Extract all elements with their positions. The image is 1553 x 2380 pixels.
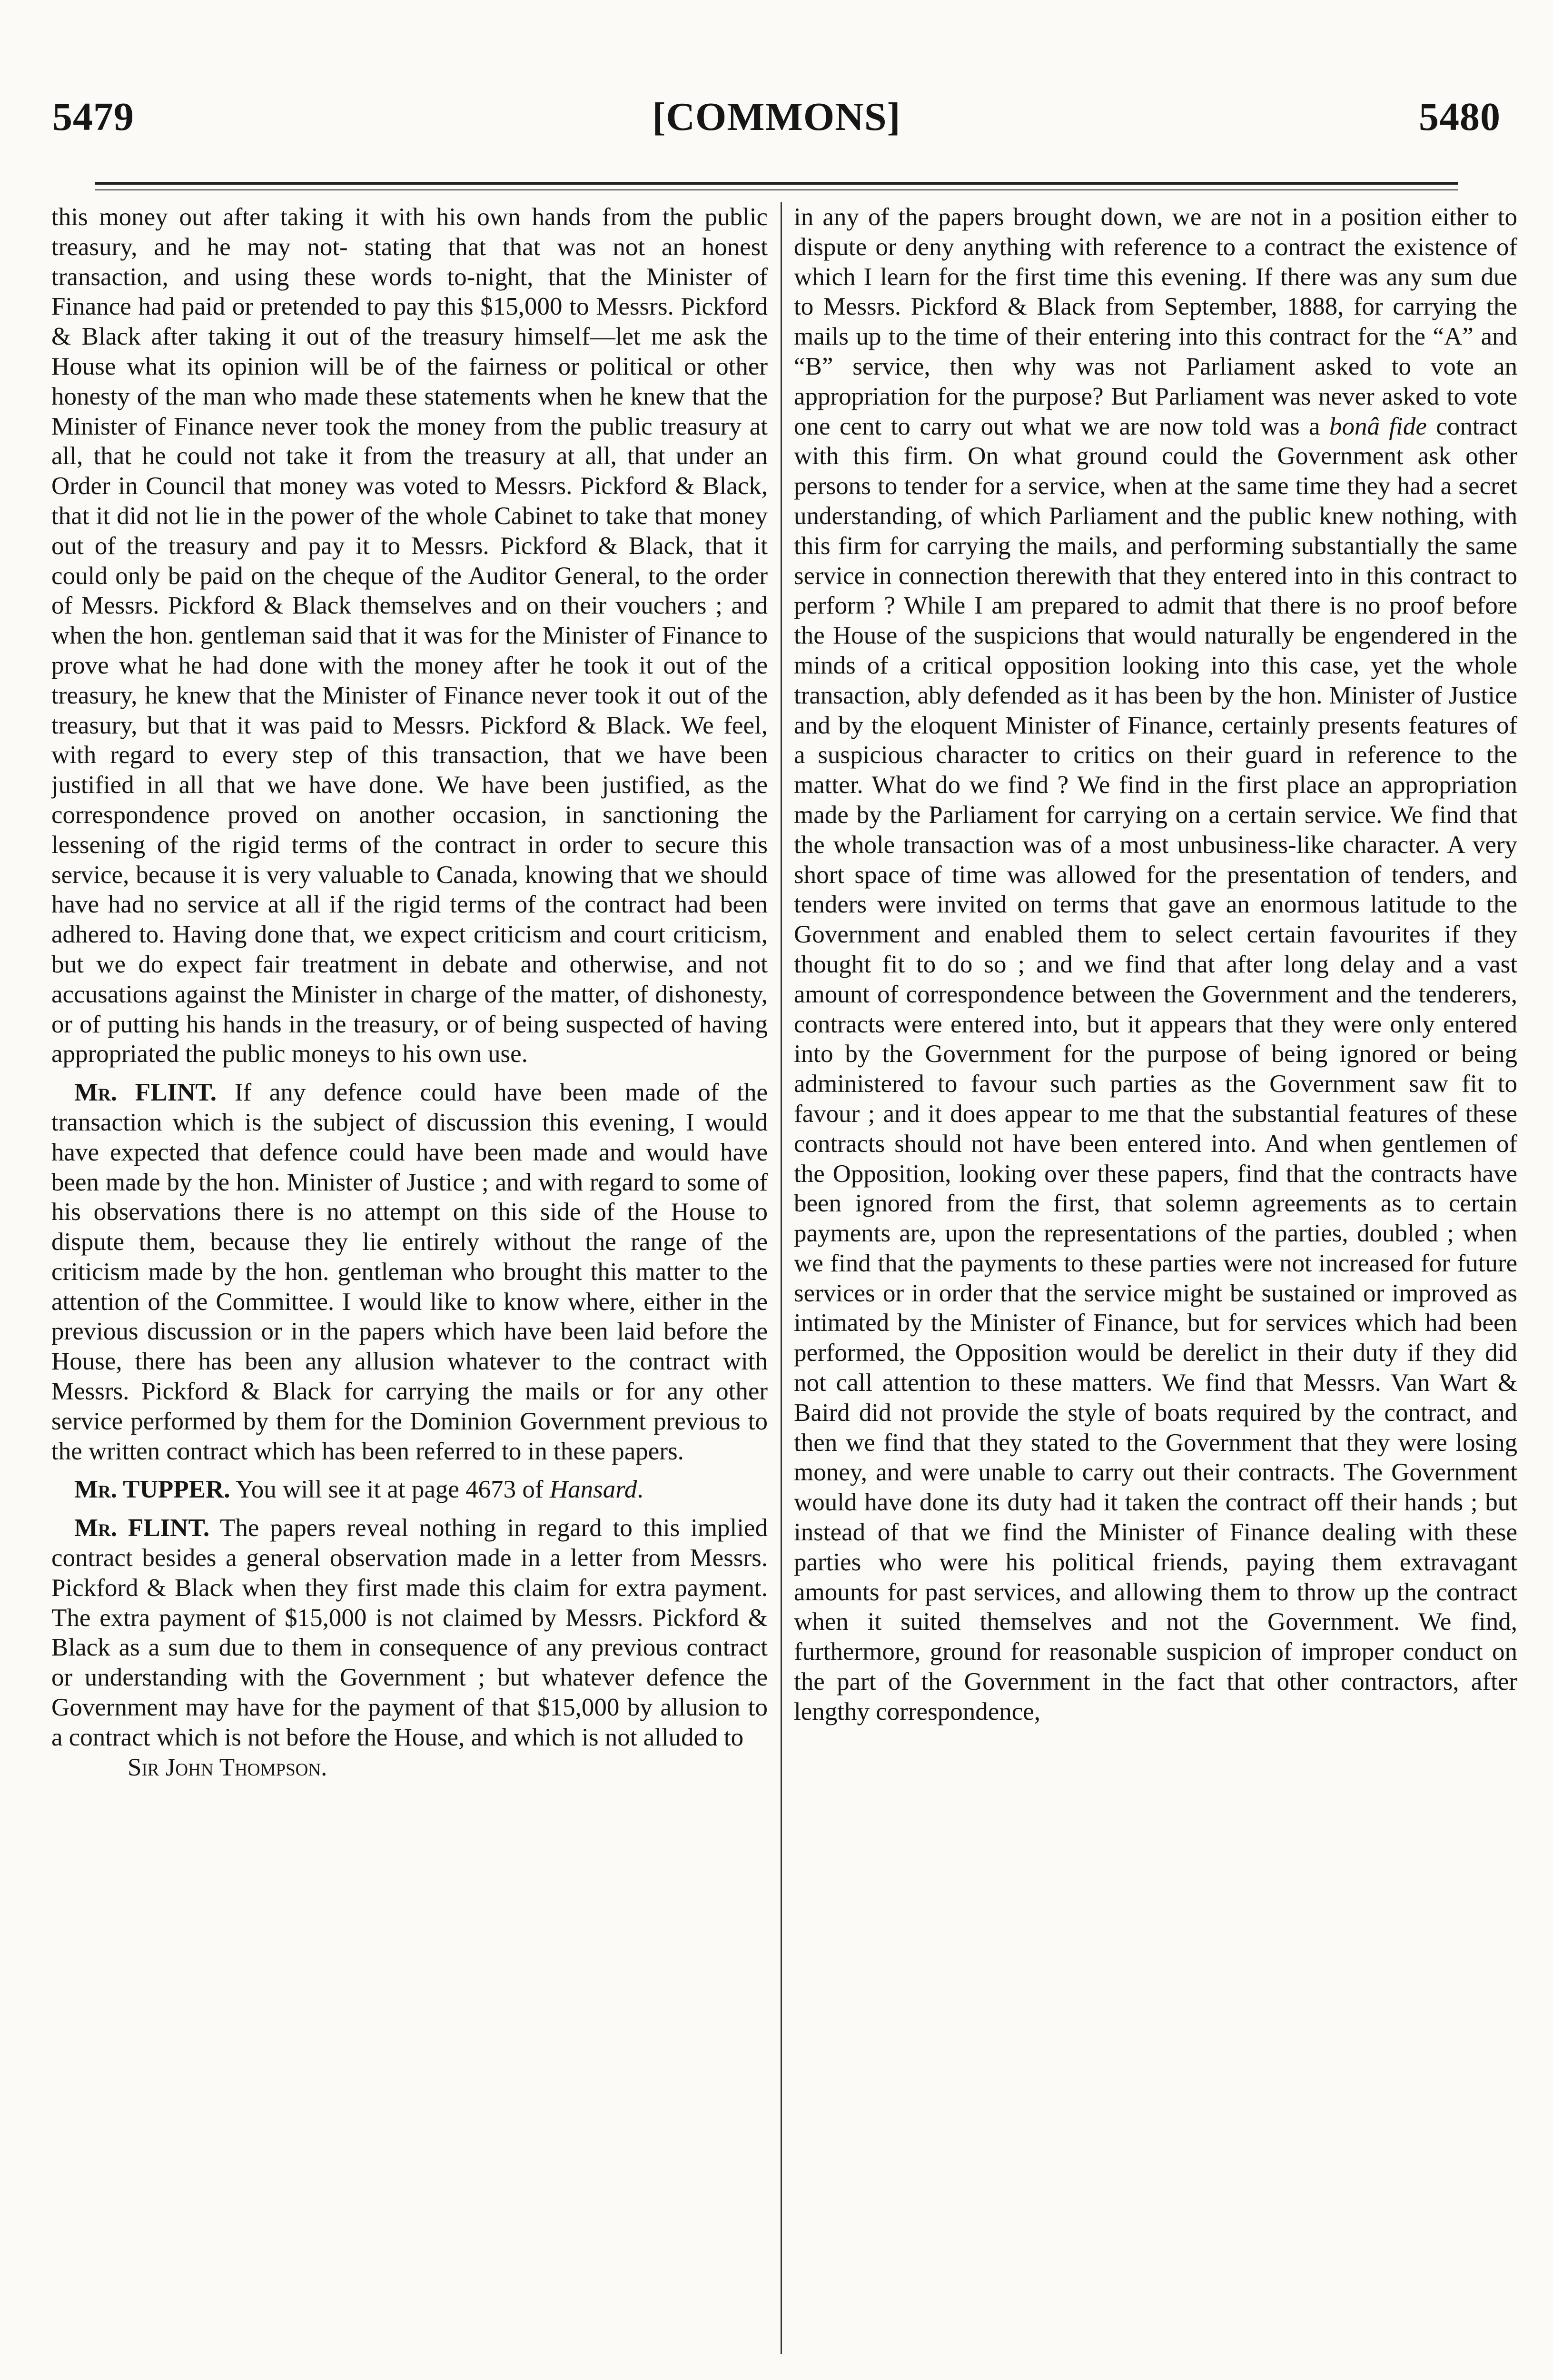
speaker-name: Mr. FLINT.: [74, 1514, 210, 1542]
paragraph: in any of the papers brought down, we are not in a position either to dispute or deny anything with reference to a contract the existence of which I learn for the first time this evening. If there was any sum due to Messrs. Pickford & Black from September, 1888, for carrying the mails up to the time of their entering into this contract for the “A” and “B” service, then why was not Parliament asked to vote an appropriation for the purpose? But Parliament was never asked to vote one cent to carry out what we are now told was a bonâ fide contract with this firm. On what ground could the Government ask other persons to tender for a service, when at the same time they had a secret understanding, of which Parliament and the public knew nothing, with this firm for carrying the mails, and performing substantially the same service in connection therewith that they entered into in this contract to perform ? While I am prepared to admit that there is no proof before the House of the suspicions that would naturally be engendered in the minds of a critical opposition looking into this case, yet the whole transaction, ably defended as it has been by the hon. Minister of Justice and by the eloquent Minister of Finance, certainly presents features of a suspicious character to critics on their guard in reference to the matter. What do we find ? We find in the first place an appropriation made by the Parliament for carrying on a certain service. We find that the whole transaction was of a most unbusiness-like character. A very short space of time was allowed for the presentation of tenders, and tenders were invited on terms that gave an enormous latitude to the Government and enabled them to select certain favourites if they thought fit to do so ; and we find that after long delay and a vast amount of correspondence between the Government and the tenderers, contracts were entered into, but it appears that they were only entered into by the Government for the purpose of being ignored or being administered to favour such parties as the Government saw fit to favour ; and it does appear to me that the substantial features of these contracts should not have been entered into. And when gentlemen of the Opposition, looking over these papers, find that the contracts have been ignored from the first, that solemn agreements as to certain payments are, upon the representations of the parties, doubled ; when we find that the payments to these parties were not increased for future services or in order that the service might be sustained or improved as intimated by the Minister of Finance, but for services which had been performed, the Opposition would be derelict in their duty if they did not call attention to these matters. We find that Messrs. Van Wart & Baird did not provide the style of boats required by the contract, and then we find that they stated to the Government that they were losing money, and were unable to carry out their contracts. The Government would have done its duty had it taken the contract off their hands ; but instead of that we find the Minister of Finance dealing with these parties who were his political friends, paying them extravagant amounts for past services, and allowing them to throw up the contract when it suited themselves and not the Government. We find, furthermore, ground for reasonable suspicion of improper conduct on the part of the Government in the fact that other contractors, after lengthy correspondence,: [794, 203, 1517, 1726]
paragraph: Mr. FLINT. If any defence could have been made of the transaction which is the subject of discussion this evening, I would have expected that defence could have been made and would have been made by the hon. Minister of Justice ; and with regard to some of his observations there is no attempt on this side of the House to dispute them, because they lie entirely without the range of the criticism made by the hon. gentleman who brought this matter to the attention of the Committee. I would like to know where, either in the previous discussion or in the papers which have been laid before the House, there has been any allusion whatever to the contract with Messrs. Pickford & Black for carrying the mails or for any other service performed by them for the Dominion Government previous to the written contract which has been referred to in these papers.: [51, 1079, 768, 1465]
left-page-number: 5479: [52, 94, 134, 139]
page-title: [COMMONS]: [652, 94, 901, 139]
left-column: [51, 202, 768, 2354]
page-header: [52, 90, 1501, 143]
paragraph: Mr. FLINT. The papers reveal nothing in regard to this implied contract besides a general observation made in a letter from Messrs. Pickford & Black when they first made this claim for extra payment. The extra payment of $15,000 is not claimed by Messrs. Pickford & Black as a sum due to them in consequence of any previous contract or understanding with the Government ; but whatever defence the Government may have for the payment of that $15,000 by allusion to a contract which is not before the House, and which is not alluded to: [51, 1514, 768, 1751]
speaker-name: Mr. TUPPER.: [74, 1476, 230, 1504]
column-divider: [781, 202, 782, 2354]
running-footer-name: Sir John Thompson.: [128, 1753, 327, 1781]
speaker-name: Mr. FLINT.: [74, 1079, 217, 1107]
right-column: [794, 202, 1517, 2354]
header-rule-thin: [95, 189, 1458, 190]
paragraph: Mr. TUPPER. You will see it at page 4673 of Hansard.: [74, 1476, 643, 1504]
paragraph: this money out after taking it with his own hands from the public treasury, and he may not- stating that that was not an honest transaction, and using these words to-night, that the Minister of Finance had paid or pretended to pay this $15,000 to Messrs. Pickford & Black after taking it out of the treasury himself—let me ask the House what its opinion will be of the fairness or political or other honesty of the man who made these statements when he knew that the Minister of Finance never took the money from the public treasury at all, that he could not take it from the treasury at all, that under an Order in Council that money was voted to Messrs. Pickford & Black, that it did not lie in the power of the whole Cabinet to take that money out of the treasury and pay it to Messrs. Pickford & Black, that it could only be paid on the cheque of the Auditor General, to the order of Messrs. Pickford & Black themselves and on their vouchers ; and when the hon. gentleman said that it was for the Minister of Finance to prove what he had done with the money after he took it out of the treasury, he knew that the Minister of Finance never took it out of the treasury, but that it was paid to Messrs. Pickford & Black. We feel, with regard to every step of this transaction, that we have been justified in all that we have done. We have been justified, as the correspondence proved on another occasion, in sanctioning the lessening of the rigid terms of the contract in order to secure this service, because it is very valuable to Canada, knowing that we should have had no service at all if the rigid terms of the contract had been adhered to. Having done that, we expect criticism and court criticism, but we do expect fair treatment in debate and otherwise, and not accusations against the Minister in charge of the matter, of dishonesty, or of putting his hands in the treasury, or of being suspected of having appropriated the public moneys to his own use.: [51, 203, 768, 1068]
header-rule-thick: [95, 182, 1458, 185]
right-page-number: 5480: [1419, 94, 1501, 139]
